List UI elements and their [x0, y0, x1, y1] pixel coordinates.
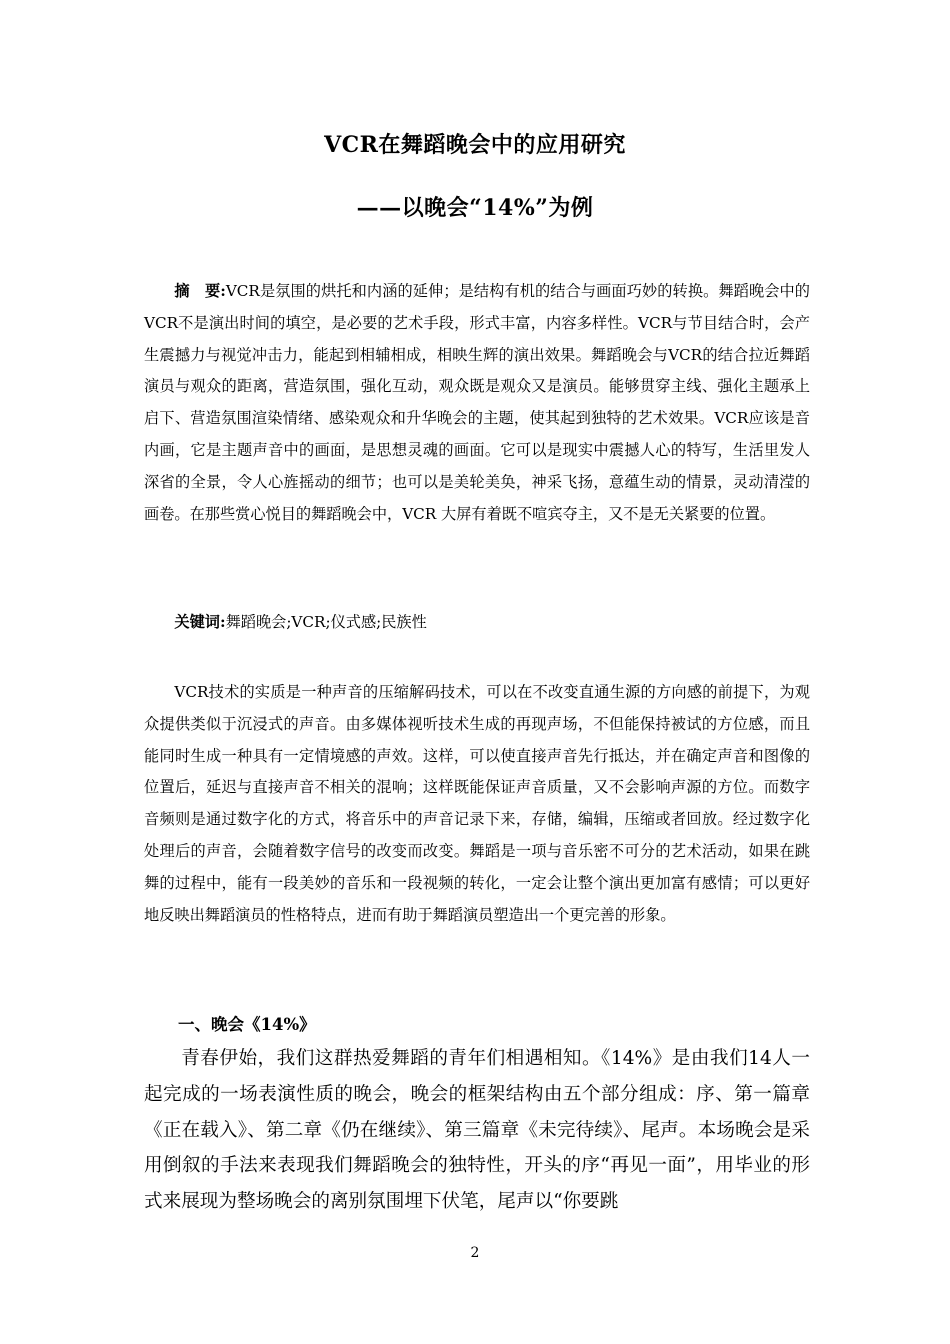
abstract-text: VCR是氛围的烘托和内涵的延伸；是结构有机的结合与画面巧妙的转换。舞蹈晚会中的VCR不是演出时间的填空，是必要的艺术手段，形式丰富，内容多样性。VCR与节目结合时，会产生震撼力与视觉冲击力，能起到相辅相成，相映生辉的演出效果。舞蹈晚会与VCR的结合拉近舞蹈演员与观众的距离，营造氛围，强化互动，观众既是观众又是演员。能够贯穿主线、强化主题承上启下、营造氛围渲染情绪、感染观众和升华晚会的主题，使其起到独特的艺术效果。VCR应该是音内画，它是主题声音中的画面，是思想灵魂的画面。它可以是现实中震撼人心的特写，生活里发人深省的全景，令人心旌摇动的细节；也可以是美轮美奂，神采飞扬，意蕴生动的情景，灵动清滢的画卷。在那些赏心悦目的舞蹈晚会中，VCR 大屏有着既不喧宾夺主，又不是无关紧要的位置。: [144, 282, 810, 523]
page-number: 2: [470, 1245, 480, 1261]
abstract-paragraph: [144, 276, 810, 530]
keywords-line: [144, 607, 810, 639]
document-title: VCR在舞蹈晚会中的应用研究: [324, 132, 626, 158]
body-paragraph-2: 青春伊始，我们这群热爱舞蹈的青年们相遇相知。《14%》是由我们14人一起完成的一场表演性质的晚会，晚会的框架结构由五个部分组成：序、第一篇章《正在载入》、第二章《仍在继续》、第三篇章《未完待续》、尾声。本场晚会是采用倒叙的手法来表现我们舞蹈晚会的独特性，开头的序“再见一面”，用毕业的形式来展现为整场晚会的离别氛围埋下伏笔，尾声以“你要跳: [144, 1048, 810, 1213]
section-heading: 一、晚会《14%》: [178, 1015, 316, 1034]
abstract-label: 摘 要:: [174, 282, 226, 300]
keywords-text: 舞蹈晚会;VCR;仪式感;民族性: [225, 613, 427, 631]
body-paragraph-1: VCR技术的实质是一种声音的压缩解码技术，可以在不改变直通生源的方向感的前提下，为观众提供类似于沉浸式的声音。由多媒体视听技术生成的再现声场，不但能保持被试的方位感，而且能同时生成一种具有一定情境感的声效。这样，可以使直接声音先行抵达，并在确定声音和图像的位置后，延迟与直接声音不相关的混响；这样既能保证声音质量，又不会影响声源的方位。而数字音频则是通过数字化的方式，将音乐中的声音记录下来，存储，编辑，压缩或者回放。经过数字化处理后的声音，会随着数字信号的改变而改变。舞蹈是一项与音乐密不可分的艺术活动，如果在跳舞的过程中，能有一段美妙的音乐和一段视频的转化，一定会让整个演出更加富有感情；可以更好地反映出舞蹈演员的性格特点，进而有助于舞蹈演员塑造出一个更完善的形象。: [144, 683, 810, 924]
keywords-label: 关键词:: [174, 613, 226, 631]
document-subtitle: ——以晚会“14%”为例: [356, 195, 594, 221]
